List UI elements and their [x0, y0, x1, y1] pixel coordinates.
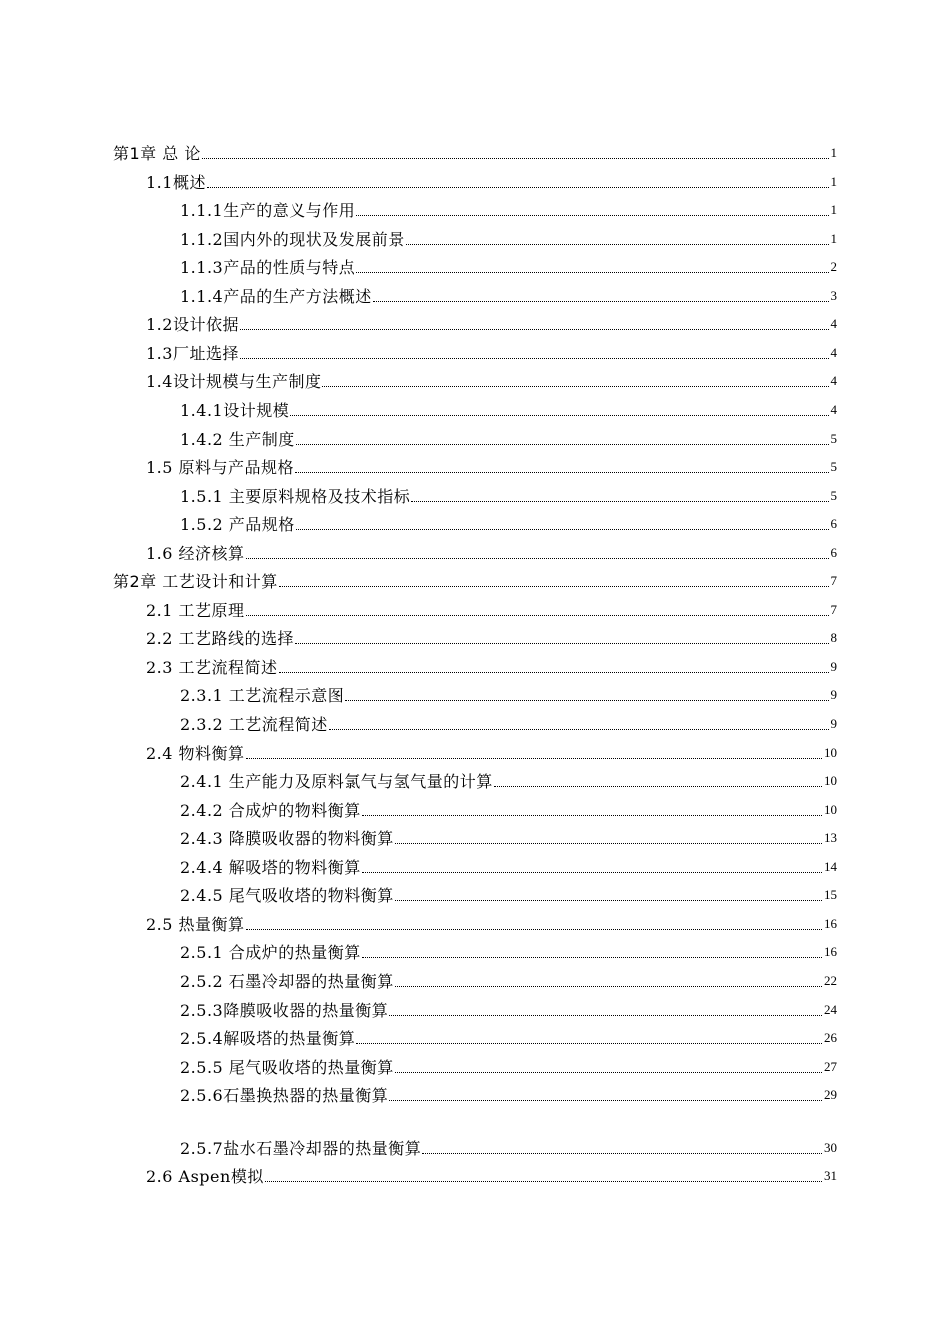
toc-entry-title: 2.5.5 尾气吸收塔的热量衡算	[180, 1057, 394, 1077]
dot-leader	[322, 386, 828, 387]
toc-entry-page: 2	[830, 259, 837, 275]
toc-entry-page: 27	[824, 1058, 837, 1074]
toc-entry-page: 1	[830, 202, 837, 218]
dot-leader	[279, 672, 829, 673]
toc-entry[interactable]	[180, 821, 837, 849]
toc-entry-page: 31	[824, 1168, 837, 1184]
toc-entry[interactable]	[180, 279, 837, 307]
toc-entry-page: 10	[824, 801, 837, 817]
toc-entry-title: 2.4.3 降膜吸收器的物料衡算	[180, 829, 394, 849]
toc-entry-title: 第2章 工艺设计和计算	[113, 572, 278, 592]
dot-leader	[389, 1100, 822, 1101]
toc-entry-page: 3	[830, 287, 837, 303]
toc-entry-title: 2.1 工艺原理	[146, 600, 245, 620]
toc-entry-title: 1.1.2国内外的现状及发展前景	[180, 229, 405, 249]
toc-entry-title: 2.5.2 石墨冷却器的热量衡算	[180, 971, 394, 991]
toc-entry-page: 4	[830, 401, 837, 417]
dot-leader	[356, 215, 828, 216]
dot-leader	[295, 472, 828, 473]
toc-entry-title: 1.5 原料与产品规格	[146, 458, 295, 478]
dot-leader	[395, 986, 822, 987]
dot-leader	[296, 529, 829, 530]
toc-entry-title: 1.3厂址选择	[146, 343, 239, 363]
toc-entry-page: 5	[830, 430, 837, 446]
toc-entry-title: 1.4.1设计规模	[180, 400, 290, 420]
toc-entry[interactable]	[146, 1159, 837, 1187]
toc-entry-page: 16	[824, 944, 837, 960]
toc-entry-page: 6	[830, 516, 837, 532]
toc-entry[interactable]	[146, 593, 837, 621]
toc-entry-page: 10	[824, 773, 837, 789]
dot-leader	[290, 415, 828, 416]
toc-entry[interactable]	[180, 678, 837, 706]
dot-leader	[279, 586, 829, 587]
toc-entry[interactable]	[180, 1050, 837, 1078]
toc-entry[interactable]	[180, 250, 837, 278]
toc-entry-page: 4	[830, 344, 837, 360]
toc-entry[interactable]	[180, 193, 837, 221]
toc-entry-page: 10	[824, 744, 837, 760]
toc-entry[interactable]	[180, 222, 837, 250]
toc-entry-page: 24	[824, 1001, 837, 1017]
dot-leader	[246, 758, 822, 759]
toc-entry[interactable]	[146, 364, 837, 392]
toc-entry-title: 1.2设计依据	[146, 315, 239, 335]
dot-leader	[240, 358, 829, 359]
toc-entry-page: 4	[830, 316, 837, 332]
toc-entry[interactable]	[146, 536, 837, 564]
toc-entry[interactable]	[180, 479, 837, 507]
toc-entry-page: 15	[824, 887, 837, 903]
dot-leader	[422, 1153, 822, 1154]
toc-entry-title: 1.4.2 生产制度	[180, 429, 295, 449]
toc-entry[interactable]	[146, 336, 837, 364]
toc-entry[interactable]	[180, 507, 837, 535]
dot-leader	[362, 872, 822, 873]
toc-entry-title: 2.2 工艺路线的选择	[146, 629, 295, 649]
toc-entry-page: 26	[824, 1030, 837, 1046]
toc-entry-title: 2.4.4 解吸塔的物料衡算	[180, 857, 361, 877]
dot-leader	[389, 1015, 822, 1016]
toc-entry-title: 2.4 物料衡算	[146, 743, 245, 763]
toc-entry-page: 5	[830, 459, 837, 475]
toc-entry[interactable]	[180, 393, 837, 421]
toc-entry[interactable]	[180, 935, 837, 963]
toc-entry-title: 2.5.7盐水石墨冷却器的热量衡算	[180, 1138, 422, 1158]
toc-entry[interactable]	[146, 165, 837, 193]
toc-entry-title: 1.1.1生产的意义与作用	[180, 201, 356, 221]
toc-entry-title: 2.5.1 合成炉的热量衡算	[180, 943, 361, 963]
toc-entry[interactable]	[180, 993, 837, 1021]
toc-entry-title: 1.1.3产品的性质与特点	[180, 258, 356, 278]
toc-entry-page: 13	[824, 830, 837, 846]
dot-leader	[329, 729, 829, 730]
toc-entry-page: 14	[824, 858, 837, 874]
toc-entry[interactable]	[146, 307, 837, 335]
dot-leader	[295, 643, 828, 644]
toc-entry[interactable]	[146, 621, 837, 649]
toc-entry[interactable]	[180, 707, 837, 735]
dot-leader	[345, 700, 828, 701]
dot-leader	[373, 301, 829, 302]
toc-entry-title: 2.4.5 尾气吸收塔的物料衡算	[180, 886, 394, 906]
toc-entry-page: 30	[824, 1139, 837, 1155]
toc-entry-title: 2.3.1 工艺流程示意图	[180, 686, 345, 706]
dot-leader	[207, 187, 829, 188]
dot-leader	[246, 615, 829, 616]
dot-leader	[202, 158, 829, 159]
toc-entry-title: 1.5.2 产品规格	[180, 515, 295, 535]
toc-entry[interactable]	[180, 1078, 837, 1106]
toc-entry-page: 9	[830, 687, 837, 703]
dot-leader	[395, 1072, 822, 1073]
toc-entry-page: 1	[830, 173, 837, 189]
dot-leader	[296, 444, 829, 445]
toc-entry-page: 16	[824, 915, 837, 931]
toc-entry-page: 29	[824, 1087, 837, 1103]
toc-entry-page: 9	[830, 658, 837, 674]
toc-entry-title: 2.5 热量衡算	[146, 914, 245, 934]
toc-entry-title: 1.5.1 主要原料规格及技术指标	[180, 486, 411, 506]
toc-entry-title: 2.5.3降膜吸收器的热量衡算	[180, 1000, 389, 1020]
toc-entry-page: 6	[830, 544, 837, 560]
toc-entry-page: 4	[830, 373, 837, 389]
toc-entry-page: 5	[830, 487, 837, 503]
toc-entry[interactable]	[113, 136, 837, 164]
toc-entry[interactable]	[146, 450, 837, 478]
toc-entry-page: 9	[830, 716, 837, 731]
toc-entry-title: 1.1.4产品的生产方法概述	[180, 286, 372, 306]
dot-leader	[395, 900, 822, 901]
toc-entry[interactable]	[146, 907, 837, 935]
toc-entry[interactable]	[180, 793, 837, 821]
toc-entry-page: 22	[824, 972, 837, 988]
toc-entry-page: 8	[830, 630, 837, 646]
toc-entry[interactable]	[180, 1021, 837, 1049]
dot-leader	[265, 1181, 822, 1182]
toc-entry-title: 2.5.6石墨换热器的热量衡算	[180, 1086, 389, 1106]
toc-entry[interactable]	[180, 878, 837, 906]
toc-entry[interactable]	[180, 422, 837, 450]
toc-entry[interactable]	[146, 650, 837, 678]
dot-leader	[356, 272, 828, 273]
toc-entry[interactable]	[113, 564, 837, 592]
toc-entry[interactable]	[180, 764, 837, 792]
toc-entry-title: 2.5.4解吸塔的热量衡算	[180, 1029, 356, 1049]
toc-entry-title: 2.4.1 生产能力及原料氯气与氢气量的计算	[180, 772, 493, 792]
dot-leader	[395, 843, 822, 844]
toc-entry-title: 2.4.2 合成炉的物料衡算	[180, 800, 361, 820]
toc-entry-title: 1.4设计规模与生产制度	[146, 372, 322, 392]
dot-leader	[406, 244, 829, 245]
dot-leader	[411, 501, 828, 502]
toc-entry-title: 1.1概述	[146, 172, 206, 192]
toc-entry-page: 1	[830, 145, 837, 160]
dot-leader	[356, 1043, 822, 1044]
toc-entry-title: 2.3 工艺流程简述	[146, 657, 278, 677]
toc-entry-title: 1.6 经济核算	[146, 543, 245, 563]
toc-entry-page: 7	[830, 573, 837, 589]
dot-leader	[362, 957, 822, 958]
toc-entry-page: 1	[830, 230, 837, 246]
toc-entry[interactable]	[180, 850, 837, 878]
toc-entry-title: 2.3.2 工艺流程简述	[180, 715, 328, 734]
toc-entry[interactable]	[146, 736, 837, 764]
dot-leader	[362, 815, 822, 816]
dot-leader	[240, 329, 829, 330]
toc-entry-page: 7	[830, 601, 837, 617]
dot-leader	[494, 786, 822, 787]
toc-entry-title: 2.6 Aspen模拟	[146, 1167, 264, 1187]
toc-entry-title: 第1章 总 论	[113, 144, 201, 163]
dot-leader	[246, 558, 829, 559]
dot-leader	[246, 929, 822, 930]
toc-entry[interactable]	[180, 964, 837, 992]
toc-entry[interactable]	[180, 1131, 837, 1159]
